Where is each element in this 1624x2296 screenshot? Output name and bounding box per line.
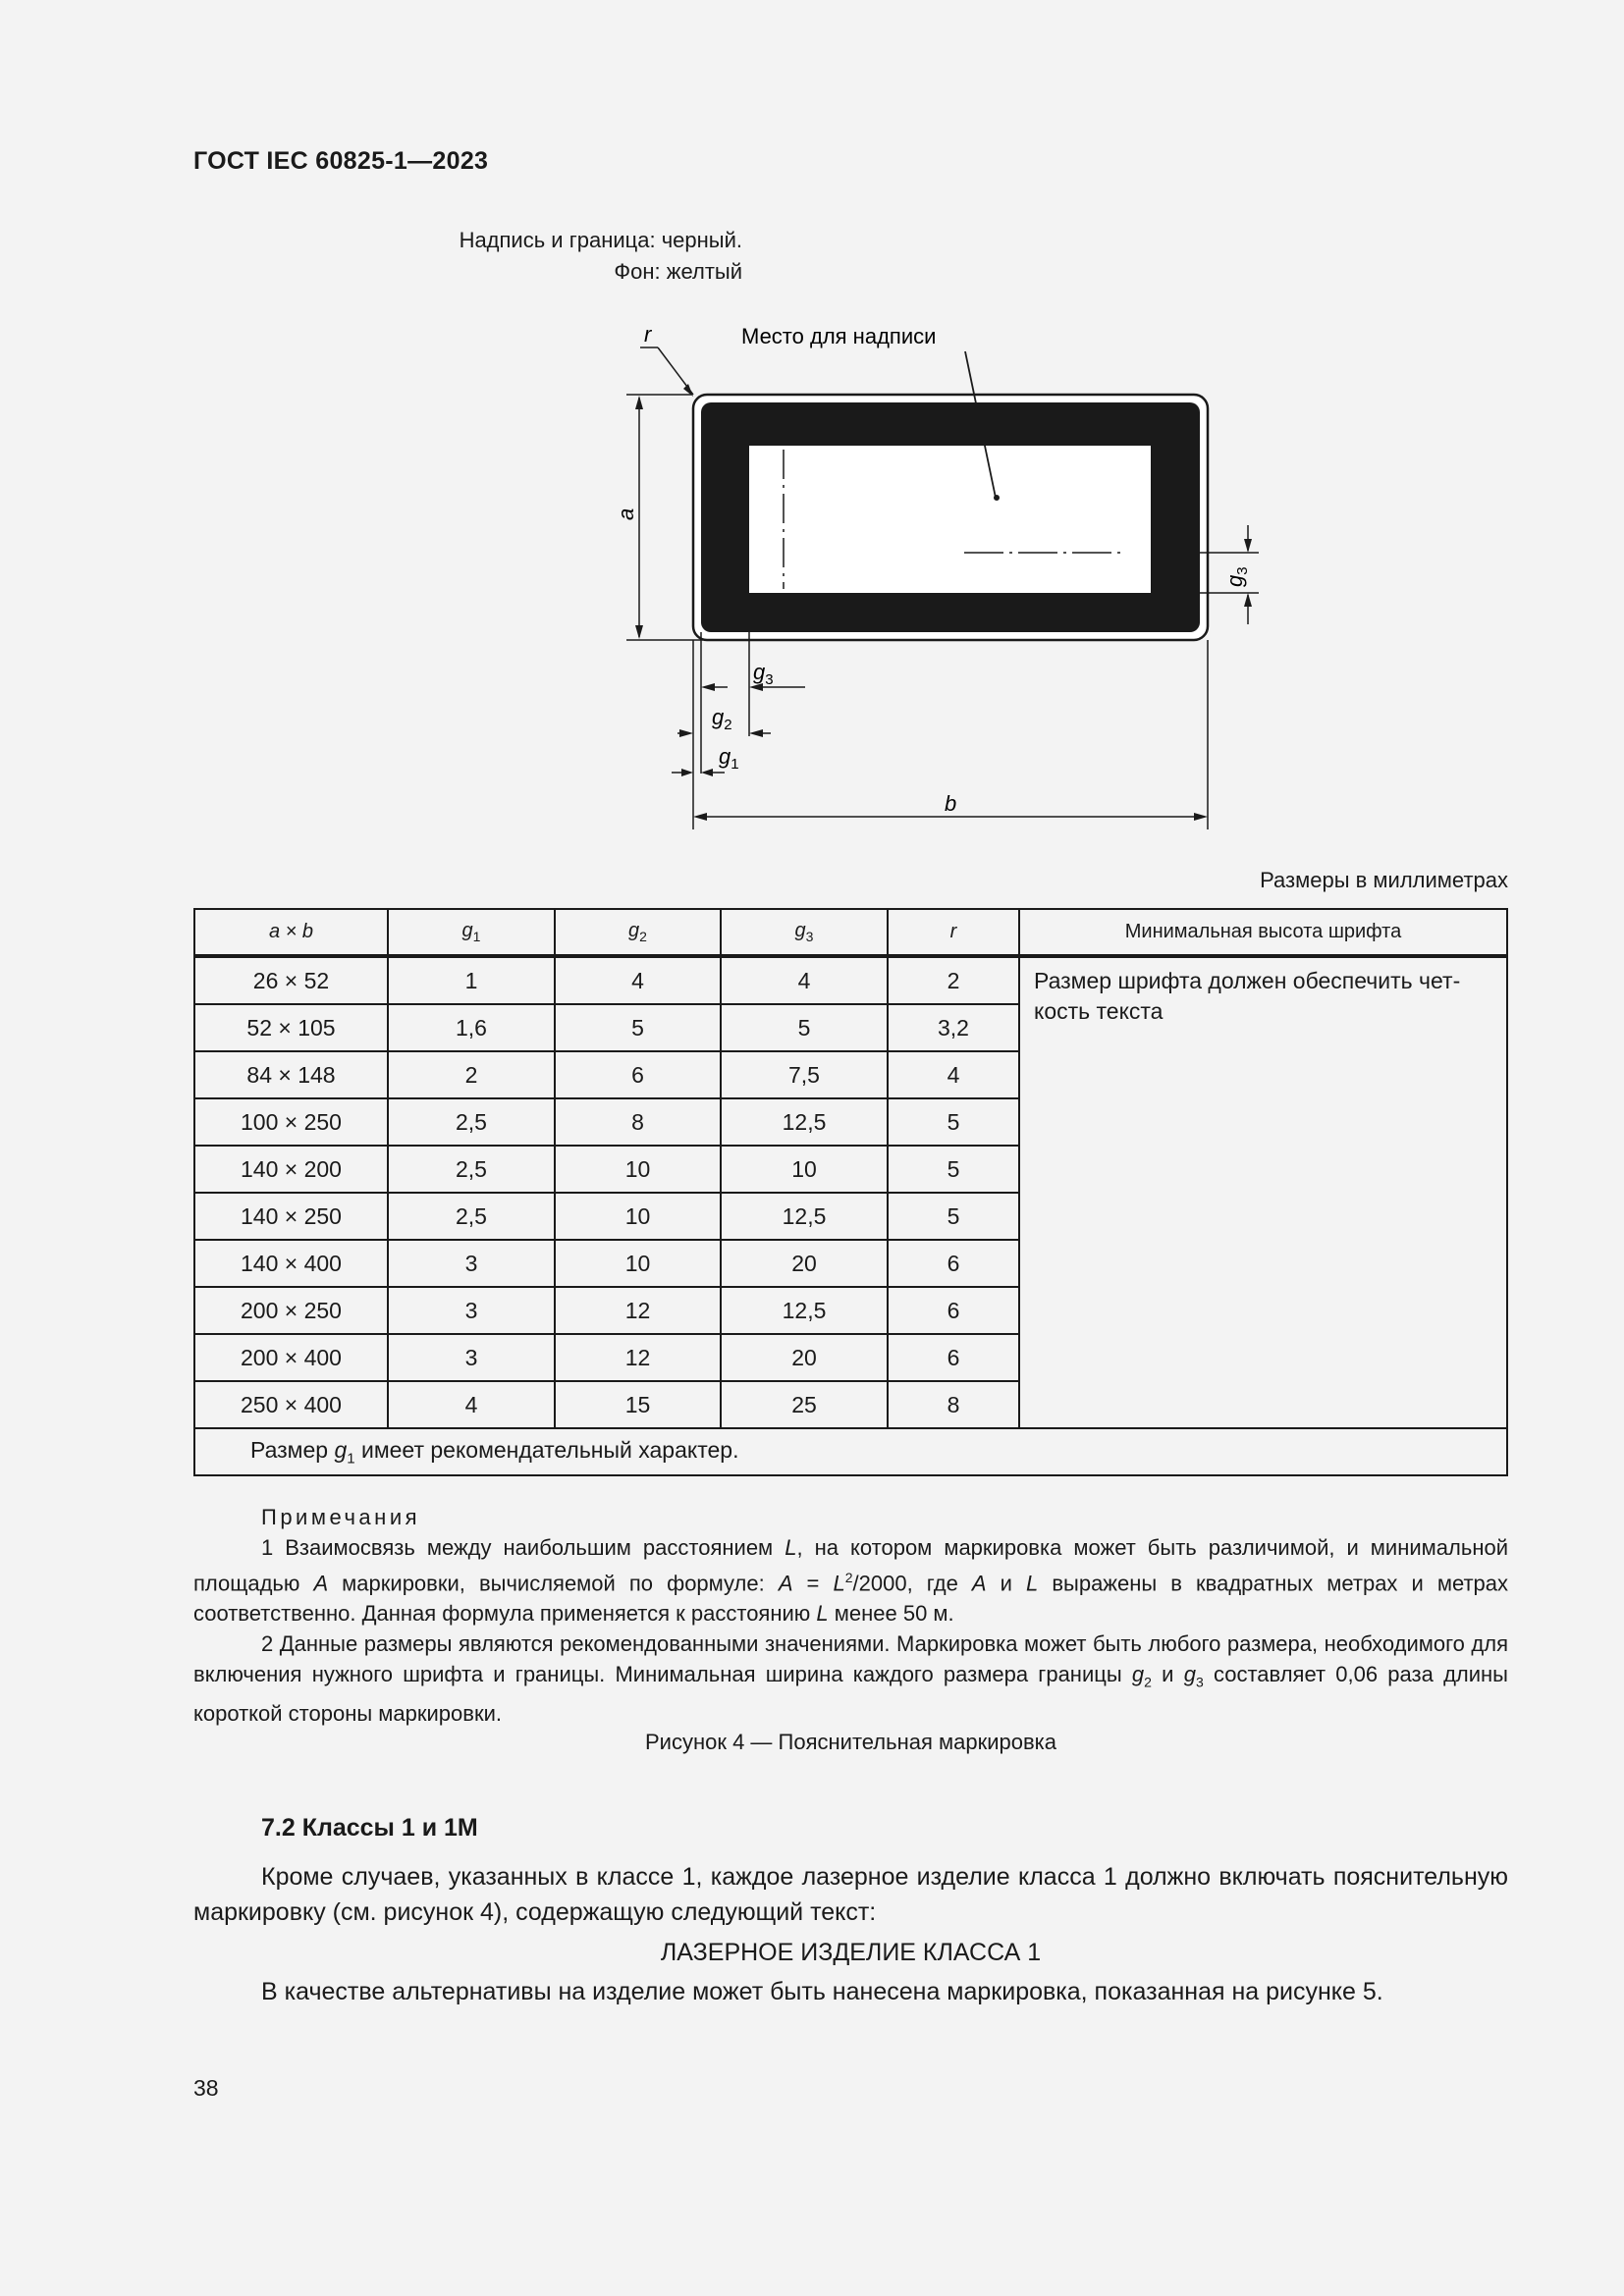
table-header-row	[194, 909, 1507, 956]
cell-g1: 1,6	[388, 1004, 555, 1051]
section-heading: 7.2 Классы 1 и 1М	[261, 1814, 478, 1842]
figure-notes	[193, 1502, 1508, 1729]
cell-r: 6	[888, 1334, 1019, 1381]
cell-size: 140 × 200	[194, 1146, 388, 1193]
cell-g2: 4	[555, 956, 721, 1004]
cell-g3: 7,5	[721, 1051, 888, 1098]
header-size: a × b	[194, 909, 388, 956]
cell-g1: 4	[388, 1381, 555, 1428]
cell-r: 3,2	[888, 1004, 1019, 1051]
cell-g1: 2,5	[388, 1098, 555, 1146]
table-footnote-row	[194, 1428, 1507, 1475]
cell-g2: 6	[555, 1051, 721, 1098]
header-g3: $g_3$	[721, 909, 888, 956]
cell-size: 200 × 400	[194, 1334, 388, 1381]
cell-g3: 25	[721, 1381, 888, 1428]
table-units-note: Размеры в миллиметрах	[1260, 868, 1508, 892]
cell-r: 2	[888, 956, 1019, 1004]
section-body	[193, 1859, 1508, 2009]
cell-g3: 5	[721, 1004, 888, 1051]
cell-r: 5	[888, 1146, 1019, 1193]
label-g1: $g_1$	[719, 744, 739, 773]
figure-caption: Рисунок 4 — Пояснительная маркировка	[645, 1730, 1056, 1754]
cell-g1: 3	[388, 1334, 555, 1381]
header-g1: $g_1$	[388, 909, 555, 956]
note-2: 2 Данные размеры являются рекомендованными значениями. Маркировка может быть любого размера, необходимого для включения нужного шрифта и границы. Минимальная ширина каждого размера границы $g_2$ и $g_3$ составляет 0,06 раза длины короткой стороны маркировки.	[193, 1631, 1508, 1726]
table-footnote: Размер $g_1$ имеет рекомендательный характер.	[194, 1428, 1507, 1475]
notes-heading: Примечания	[261, 1505, 421, 1529]
label-text: ЛАЗЕРНОЕ ИЗДЕЛИЕ КЛАССА 1	[660, 1939, 1042, 1966]
g3-right-arrow-top	[1244, 539, 1252, 553]
cell-g2: 12	[555, 1287, 721, 1334]
cell-g2: 10	[555, 1193, 721, 1240]
b-arrow-left	[693, 813, 707, 821]
cell-g3: 12,5	[721, 1098, 888, 1146]
document-header: ГОСТ IEC 60825-1—2023	[193, 147, 489, 175]
label-g3-right: $g_3$	[1222, 566, 1251, 587]
cell-g2: 8	[555, 1098, 721, 1146]
text-area	[749, 446, 1151, 593]
g3-left-arrow-left	[701, 683, 715, 691]
cell-g1: 2,5	[388, 1146, 555, 1193]
cell-size: 140 × 250	[194, 1193, 388, 1240]
marking-figure	[550, 314, 1296, 844]
cell-size: 100 × 250	[194, 1098, 388, 1146]
g3-right-arrow-bottom	[1244, 593, 1252, 607]
cell-font-note: Размер шрифта должен обеспечить чет-кость текста	[1019, 956, 1507, 1428]
a-arrow-bottom	[635, 625, 643, 639]
cell-g2: 10	[555, 1240, 721, 1287]
section-paragraph-1: Кроме случаев, указанных в классе 1, каждое лазерное изделие класса 1 должно включать пояснительную маркировку (см. рисунок 4), содержащую следующий текст:	[193, 1863, 1508, 1926]
page-number: 38	[193, 2075, 219, 2101]
cell-r: 5	[888, 1193, 1019, 1240]
label-r: r	[644, 322, 652, 347]
header-r: r	[888, 909, 1019, 956]
cell-g3: 4	[721, 956, 888, 1004]
g1-arrow-right	[701, 769, 713, 776]
label-g3: $g_3$	[753, 660, 774, 688]
cell-g1: 3	[388, 1240, 555, 1287]
b-arrow-right	[1194, 813, 1208, 821]
cell-g2: 5	[555, 1004, 721, 1051]
cell-r: 8	[888, 1381, 1019, 1428]
figure-color-note-2: Фон: желтый	[614, 259, 742, 284]
label-a: a	[614, 507, 638, 520]
cell-g3: 20	[721, 1334, 888, 1381]
label-g2: $g_2$	[712, 705, 732, 733]
dimensions-table	[193, 908, 1508, 1476]
section-paragraph-2: В качестве альтернативы на изделие может быть нанесена маркировка, показанная на рисунке 5.	[261, 1978, 1383, 2005]
a-arrow-top	[635, 396, 643, 409]
table-row	[194, 956, 1507, 1004]
cell-size: 26 × 52	[194, 956, 388, 1004]
cell-r: 6	[888, 1287, 1019, 1334]
figure-color-note-1: Надпись и граница: черный.	[459, 228, 742, 252]
cell-size: 200 × 250	[194, 1287, 388, 1334]
cell-g1: 2	[388, 1051, 555, 1098]
cell-g1: 3	[388, 1287, 555, 1334]
cell-size: 52 × 105	[194, 1004, 388, 1051]
g3-left-arrow-right	[749, 683, 763, 691]
cell-size: 250 × 400	[194, 1381, 388, 1428]
cell-g3: 20	[721, 1240, 888, 1287]
cell-r: 6	[888, 1240, 1019, 1287]
cell-g1: 1	[388, 956, 555, 1004]
cell-g1: 2,5	[388, 1193, 555, 1240]
cell-r: 5	[888, 1098, 1019, 1146]
cell-g2: 12	[555, 1334, 721, 1381]
cell-g2: 15	[555, 1381, 721, 1428]
cell-g3: 10	[721, 1146, 888, 1193]
header-g2: $g_2$	[555, 909, 721, 956]
g2-arrow-left	[679, 729, 693, 737]
cell-r: 4	[888, 1051, 1019, 1098]
cell-size: 140 × 400	[194, 1240, 388, 1287]
cell-g3: 12,5	[721, 1193, 888, 1240]
callout-label: Место для надписи	[741, 324, 937, 348]
cell-g3: 12,5	[721, 1287, 888, 1334]
callout-dot	[994, 495, 1000, 501]
cell-g2: 10	[555, 1146, 721, 1193]
g1-arrow-left	[681, 769, 693, 776]
cell-size: 84 × 148	[194, 1051, 388, 1098]
header-min-font: Минимальная высота шрифта	[1019, 909, 1507, 956]
label-b: b	[945, 791, 957, 816]
g2-arrow-right	[749, 729, 763, 737]
note-1: 1 Взаимосвязь между наибольшим расстоянием L, на котором маркировка может быть различимой, и минимальной площадью A маркировки, вычисляемой по формуле: $A = L^2/2000$, где A и L выражены в квадратных метрах и метрах соответственно. Данная формула применяется к расстоянию L менее 50 м.	[193, 1535, 1509, 1627]
